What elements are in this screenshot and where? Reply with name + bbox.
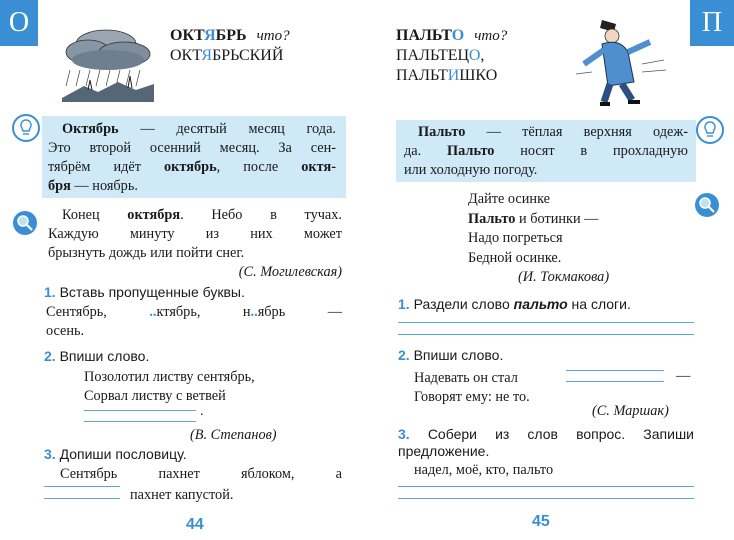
cloudy-sky-illustration — [58, 20, 158, 102]
task3-line2: пахнет капустой. — [130, 487, 234, 503]
task3-heading: 3. Собери из слов вопрос. Запиши предложение. — [398, 426, 695, 459]
answer-line[interactable] — [566, 370, 664, 371]
task2-heading: 2. Впиши слово. — [398, 347, 504, 363]
diminutive-2: ПАЛЬТИШКО — [396, 67, 498, 84]
rule-box-coat: Пальто — тёплая верхняя одеж- да. Пальто носят в прохладную или холодную погоду. — [396, 120, 696, 182]
task2-dash: — — [676, 368, 691, 384]
task1-text: Сентябрь, ..ктябрь, н..ябрь — осень. — [46, 304, 342, 339]
task2-author: (В. Степанов) — [190, 427, 277, 443]
task2-poem: Позолотил листву сентябрь, Сорвал листву с ветвей — [84, 369, 255, 404]
task2-author: (С. Маршак) — [592, 403, 669, 419]
task2-heading: 2. Впиши слово. — [44, 348, 150, 364]
answer-line[interactable] — [398, 334, 694, 335]
magnifier-icon — [12, 210, 38, 241]
poem-coat: Дайте осинке Пальто и ботинки — Надо погреться Бедной осинке. (И. Токмакова) — [468, 191, 610, 285]
letter-tab-p: П — [690, 0, 734, 46]
task3-line1: Сентябрь пахнет яблоком, а — [60, 466, 342, 482]
page-number-left: 44 — [186, 516, 204, 533]
lightbulb-icon — [696, 116, 724, 149]
page-number-right: 45 — [532, 513, 550, 530]
task3-words: надел, моё, кто, пальто — [414, 462, 554, 478]
answer-line[interactable] — [44, 486, 120, 487]
answer-line[interactable] — [44, 498, 120, 499]
task1-heading: 1. Раздели слово пальто на слоги. — [398, 296, 631, 312]
task2-dot: . — [200, 404, 204, 419]
task3-heading: 3. Допиши пословицу. — [44, 446, 187, 462]
task2-line1: Надевать он стал — [414, 370, 518, 386]
man-in-coat-illustration — [572, 14, 668, 110]
answer-line[interactable] — [84, 421, 196, 422]
diminutive-1: ПАЛЬТЕЦО, — [396, 47, 485, 64]
answer-line[interactable] — [398, 498, 694, 499]
headword-october: ОКТЯБРЬ что? — [170, 27, 290, 44]
text-october: Конец октября. Небо в тучах. Каждую минуту из них может брызнуть дождь или пойти снег. (С. Могилевская) — [48, 207, 342, 280]
answer-line[interactable] — [84, 410, 196, 411]
answer-line[interactable] — [398, 486, 694, 487]
answer-line[interactable] — [566, 381, 664, 382]
magnifier-icon — [694, 192, 720, 223]
task1-heading: 1. Вставь пропущенные буквы. — [44, 284, 245, 300]
letter-tab-o: О — [0, 0, 38, 46]
lightbulb-icon — [12, 114, 40, 147]
answer-line[interactable] — [398, 322, 694, 323]
headword-coat: ПАЛЬТО что? — [396, 27, 508, 44]
rule-box-october: Октябрь — десятый месяц года. Это второй осенний месяц. За сен- тябрём идёт октябрь, после октя- бря — ноябрь. — [42, 116, 346, 198]
adjective-october: ОКТЯБРЬСКИЙ — [170, 47, 284, 64]
task2-line2: Говорят ему: не то. — [414, 389, 530, 405]
